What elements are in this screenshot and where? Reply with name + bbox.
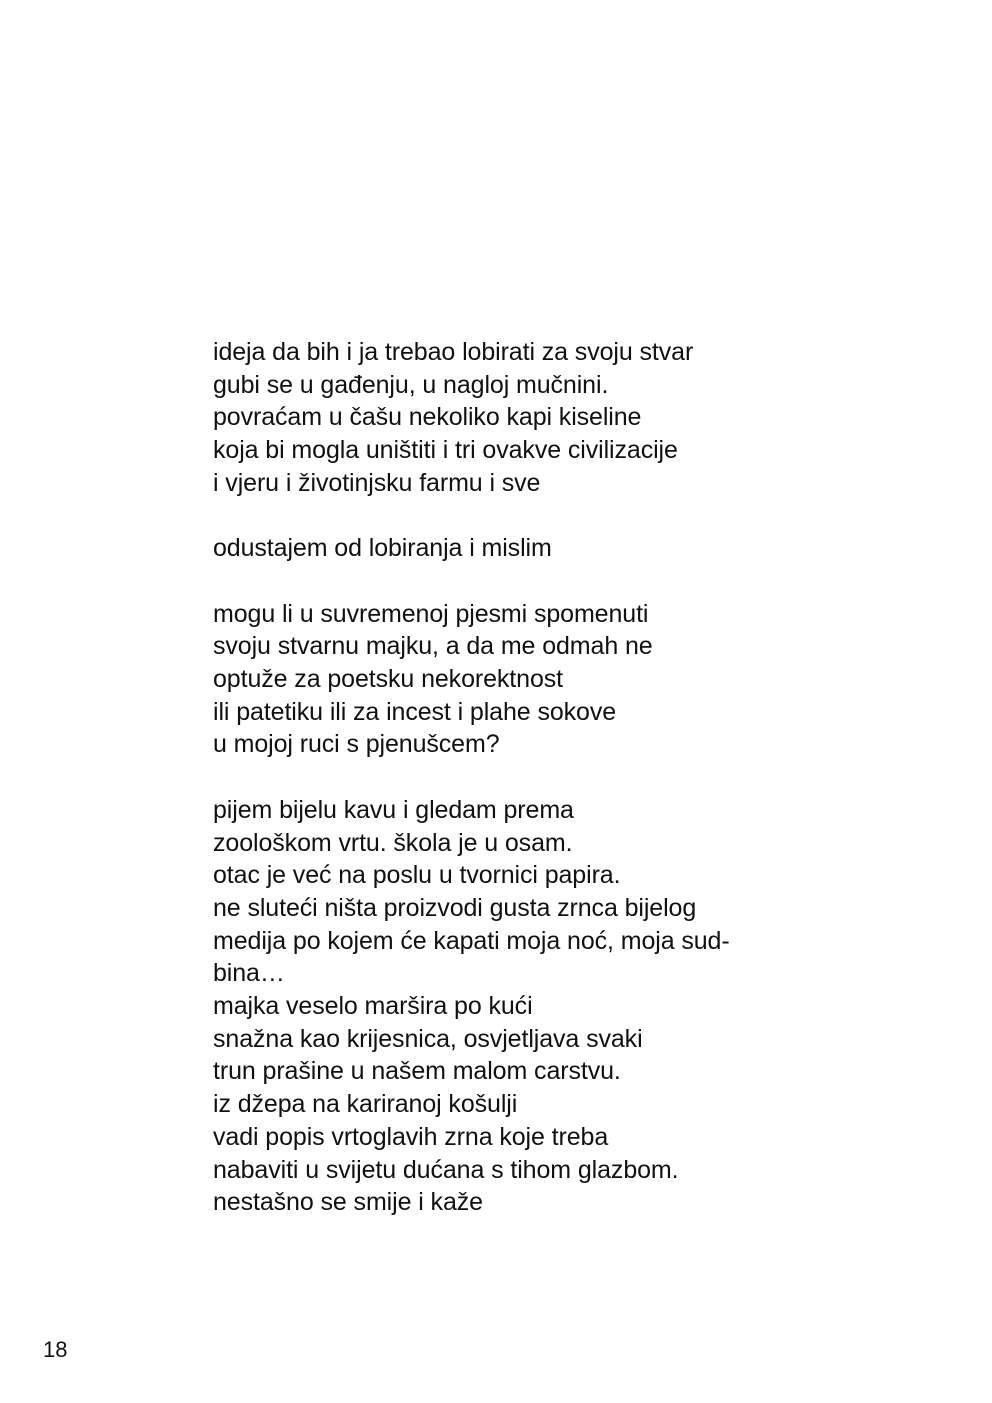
poem-line: otac je već na poslu u tvornici papira. bbox=[213, 861, 621, 890]
page-number: 18 bbox=[43, 1337, 68, 1362]
poem-line: ili patetiku ili za incest i plahe sokove bbox=[213, 697, 617, 726]
poem-line: svoju stvarnu majku, a da me odmah ne bbox=[213, 632, 653, 661]
poem-line: nabaviti u svijetu dućana s tihom glazbom. bbox=[213, 1155, 679, 1184]
poem-line: nestašno se smije i kaže bbox=[213, 1188, 483, 1217]
stanza-2 bbox=[213, 532, 853, 565]
poem-line: medija po kojem će kapati moja noć, moja sud- bbox=[213, 926, 730, 955]
poem-line: gubi se u gađenju, u nagloj mučnini. bbox=[213, 370, 609, 399]
poem-line: u mojoj ruci s pjenušcem? bbox=[213, 730, 500, 759]
poem-line: odustajem od lobiranja i mislim bbox=[213, 534, 552, 563]
poem-line: pijem bijelu kavu i gledam prema bbox=[213, 795, 574, 824]
stanza-1 bbox=[213, 336, 853, 500]
poem-line: i vjeru i životinjsku farmu i sve bbox=[213, 468, 541, 497]
poem-line: iz džepa na kariranoj košulji bbox=[213, 1090, 518, 1119]
poem-line: snažna kao krijesnica, osvjetljava svaki bbox=[213, 1024, 643, 1053]
stanza-4 bbox=[213, 794, 853, 1219]
poem-body bbox=[213, 336, 853, 1219]
poem-line: ne sluteći ništa proizvodi gusta zrnca bijelog bbox=[213, 893, 697, 922]
poem-line: optuže za poetsku nekorektnost bbox=[213, 665, 564, 693]
poem-line: bina… bbox=[213, 959, 285, 988]
poem-line: vadi popis vrtoglavih zrna koje treba bbox=[213, 1122, 609, 1151]
poem-line: povraćam u čašu nekoliko kapi kiseline bbox=[213, 403, 642, 432]
poem-line: zoološkom vrtu. škola je u osam. bbox=[213, 828, 573, 857]
stanza-3 bbox=[213, 598, 853, 762]
poem-line: majka veselo marširа po kući bbox=[213, 992, 533, 1021]
poem-line: ideja da bih i ja trebao lobirati za svoju stvar bbox=[213, 338, 694, 366]
poem-line: trun prašine u našem malom carstvu. bbox=[213, 1057, 621, 1086]
poem-line: mogu li u suvremenoj pjesmi spomenuti bbox=[213, 599, 649, 628]
poem-line: koja bi mogla uništiti i tri ovakve civilizacije bbox=[213, 436, 678, 465]
